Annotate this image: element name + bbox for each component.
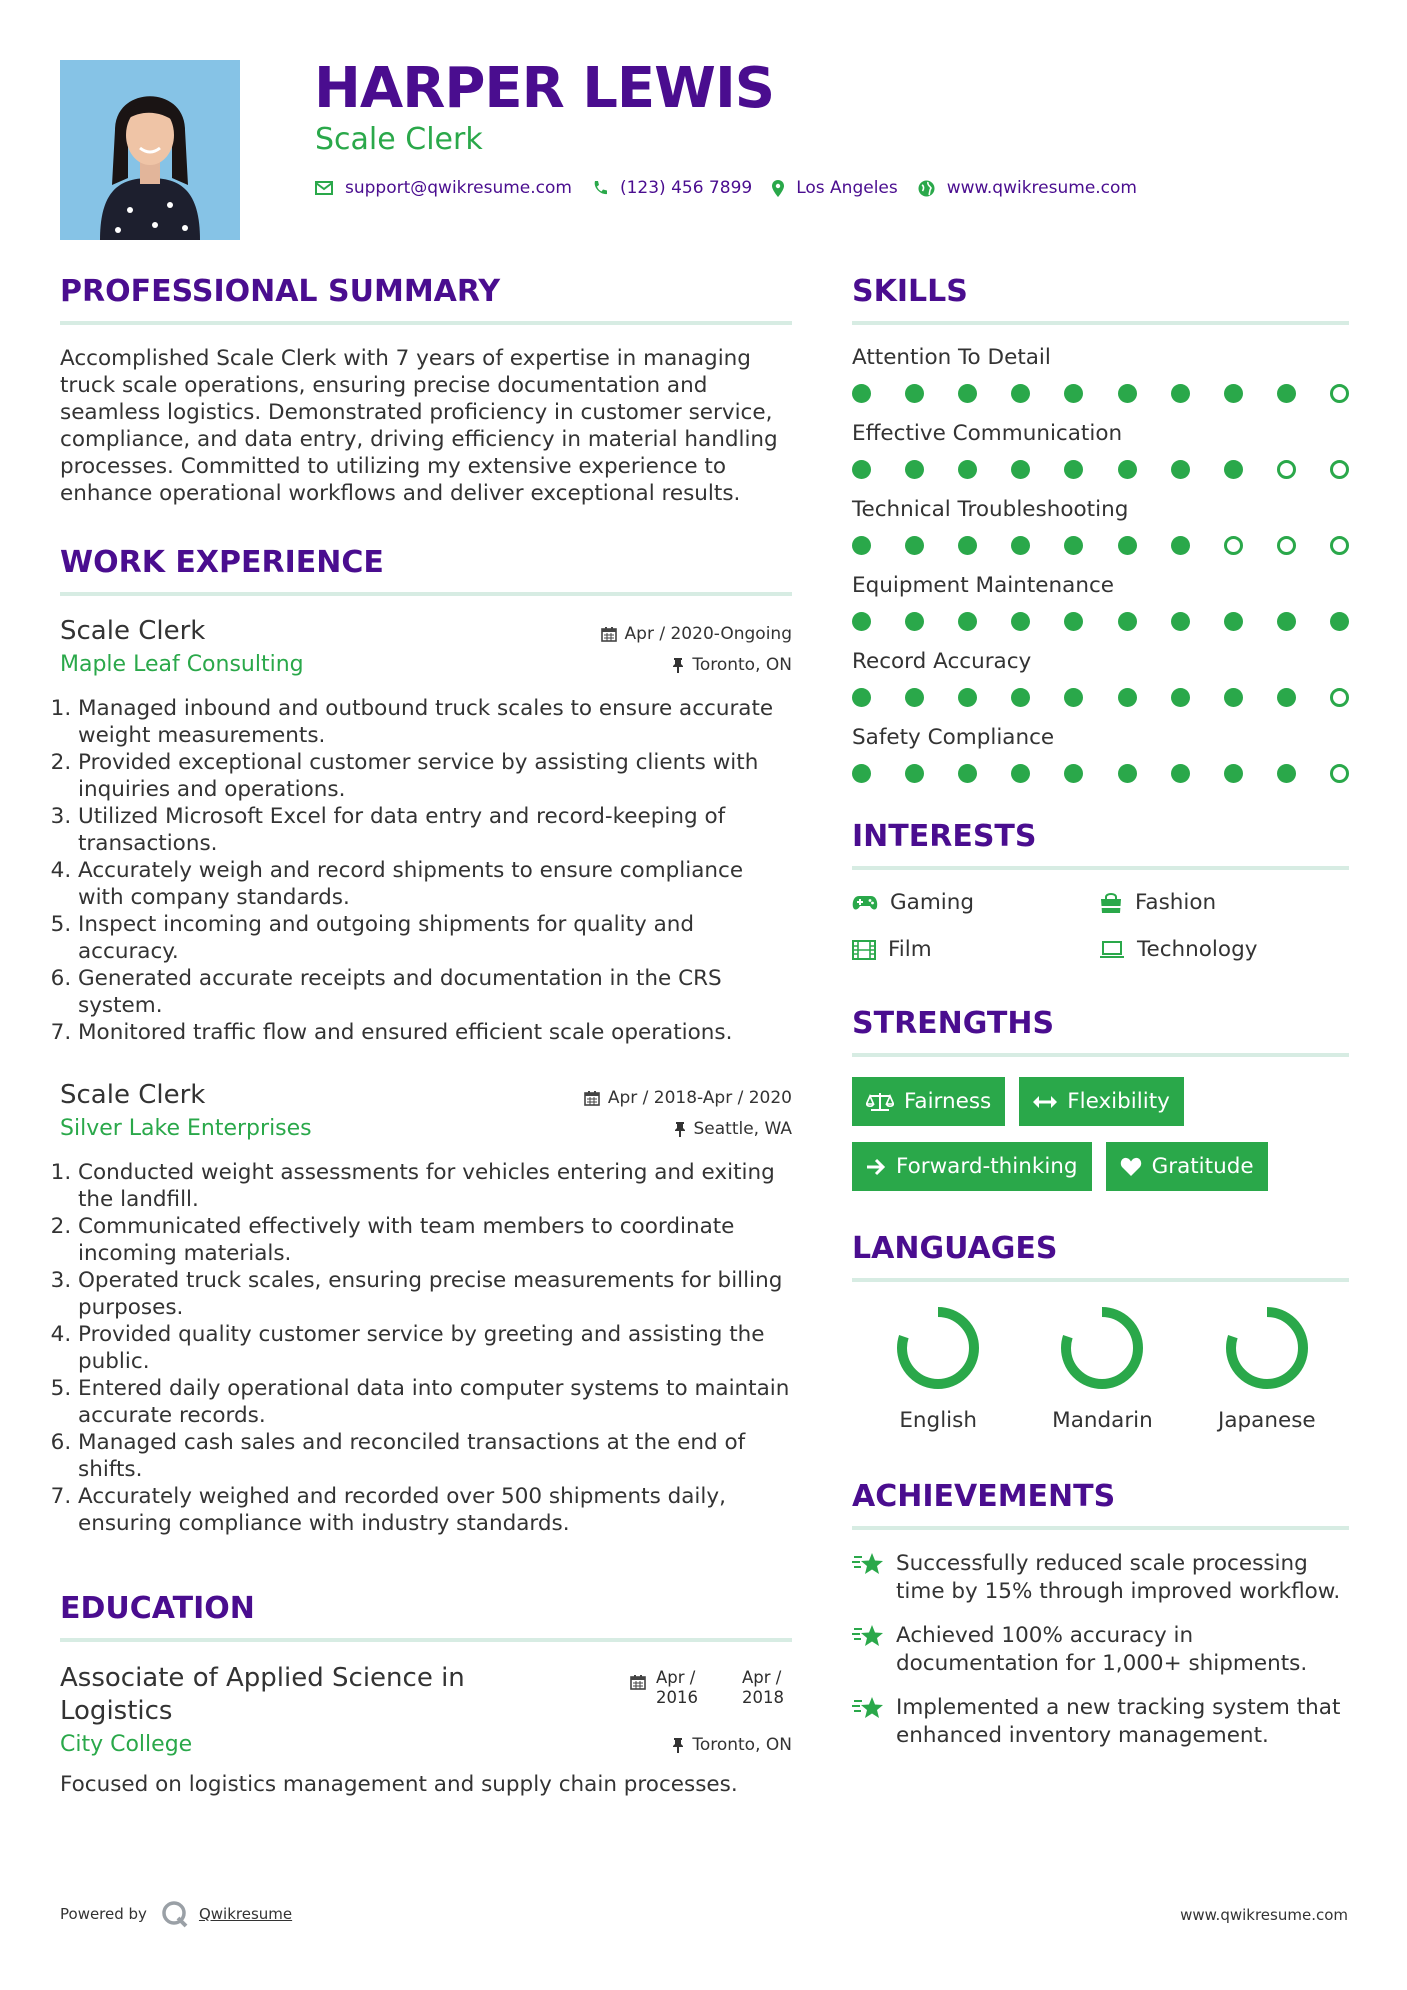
language-name: English bbox=[899, 1408, 977, 1433]
rating-dot-filled bbox=[1011, 612, 1030, 631]
list-item: 6. Managed cash sales and reconciled transactions at the end of shifts. bbox=[78, 1429, 792, 1483]
rating-dot-filled bbox=[1064, 764, 1083, 783]
rating-dot-empty bbox=[1330, 688, 1349, 707]
rating-dot-empty bbox=[1330, 536, 1349, 555]
skills-list bbox=[852, 345, 1349, 783]
skill-rating bbox=[852, 764, 1349, 783]
achievement-item: Successfully reduced scale processing time by 15% through improved workflow. bbox=[852, 1550, 1349, 1606]
list-item: 5. Entered daily operational data into computer systems to maintain accurate records. bbox=[78, 1375, 792, 1429]
shopping-bag-icon bbox=[1099, 892, 1123, 914]
rating-dot-filled bbox=[905, 612, 924, 631]
candidate-name: HARPER LEWIS bbox=[314, 56, 775, 121]
calendar-icon bbox=[601, 626, 617, 642]
rating-dot-filled bbox=[1277, 612, 1296, 631]
list-item: 3. Operated truck scales, ensuring precise measurements for billing purposes. bbox=[78, 1267, 792, 1321]
languages-section bbox=[852, 1231, 1349, 1433]
language-name: Japanese bbox=[1218, 1408, 1316, 1433]
languages-list bbox=[852, 1302, 1349, 1433]
star-badge-icon bbox=[852, 1552, 896, 1606]
rating-dot-filled bbox=[1224, 612, 1243, 631]
languages-heading: LANGUAGES bbox=[852, 1231, 1349, 1282]
rating-dot-filled bbox=[958, 764, 977, 783]
skill-item bbox=[852, 573, 1349, 631]
job-title: Scale Clerk bbox=[60, 1080, 206, 1110]
footer-website[interactable]: www.qwikresume.com bbox=[1180, 1906, 1348, 1924]
job-title: Scale Clerk bbox=[60, 616, 206, 646]
arrow-right-icon bbox=[866, 1158, 886, 1176]
footer-brand-link[interactable]: Qwikresume bbox=[198, 1905, 293, 1923]
rating-dot-empty bbox=[1277, 536, 1296, 555]
rating-dot-filled bbox=[1277, 764, 1296, 783]
rating-dot-empty bbox=[1330, 460, 1349, 479]
rating-dot-filled bbox=[905, 460, 924, 479]
rating-dot-filled bbox=[1277, 384, 1296, 403]
strength-badge: Fairness bbox=[852, 1077, 1005, 1126]
language-level-arc bbox=[902, 1312, 974, 1384]
gamepad-icon bbox=[852, 894, 878, 912]
star-badge-icon bbox=[852, 1624, 896, 1678]
skills-section bbox=[852, 274, 1349, 783]
degree-name: Associate of Applied Science in Logistics bbox=[60, 1663, 465, 1726]
rating-dot-filled bbox=[1064, 612, 1083, 631]
job-dates: Apr / 2018-Apr / 2020 bbox=[584, 1088, 792, 1108]
language-item bbox=[1020, 1302, 1184, 1433]
rating-dot-filled bbox=[1064, 688, 1083, 707]
list-item: 4. Provided quality customer service by greeting and assisting the public. bbox=[78, 1321, 792, 1375]
skill-item bbox=[852, 725, 1349, 783]
strength-badge: Forward-thinking bbox=[852, 1142, 1092, 1191]
rating-dot-filled bbox=[1171, 460, 1190, 479]
rating-dot-filled bbox=[1011, 460, 1030, 479]
language-name: Mandarin bbox=[1052, 1408, 1153, 1433]
summary-section bbox=[60, 274, 792, 507]
rating-dot-filled bbox=[1171, 612, 1190, 631]
rating-dot-filled bbox=[1224, 688, 1243, 707]
rating-dot-filled bbox=[905, 688, 924, 707]
strengths-heading: STRENGTHS bbox=[852, 1006, 1349, 1057]
rating-dot-filled bbox=[1118, 612, 1137, 631]
rating-dot-filled bbox=[905, 384, 924, 403]
summary-heading: PROFESSIONAL SUMMARY bbox=[60, 274, 792, 325]
rating-dot-filled bbox=[1118, 688, 1137, 707]
job-dates: Apr / 2020-Ongoing bbox=[601, 624, 792, 644]
pushpin-icon bbox=[672, 657, 684, 673]
rating-dot-filled bbox=[1011, 764, 1030, 783]
company-name: Maple Leaf Consulting bbox=[60, 652, 304, 677]
school-name: City College bbox=[60, 1732, 193, 1757]
job-location: Toronto, ON bbox=[672, 655, 792, 675]
rating-dot-filled bbox=[1118, 764, 1137, 783]
skill-rating bbox=[852, 612, 1349, 631]
rating-dot-filled bbox=[1064, 460, 1083, 479]
education-description: Focused on logistics management and supply chain processes. bbox=[60, 1772, 738, 1797]
skill-item bbox=[852, 421, 1349, 479]
achievements-section bbox=[852, 1479, 1349, 1750]
rating-dot-filled bbox=[852, 460, 871, 479]
skill-rating bbox=[852, 688, 1349, 707]
job-bullets bbox=[60, 695, 792, 1046]
experience-section bbox=[60, 545, 792, 1537]
skill-name: Effective Communication bbox=[852, 421, 1123, 446]
rating-dot-empty bbox=[1224, 536, 1243, 555]
rating-dot-empty bbox=[1330, 384, 1349, 403]
contact-location: Los Angeles bbox=[796, 178, 898, 198]
list-item: 1. Managed inbound and outbound truck scales to ensure accurate weight measurements. bbox=[78, 695, 792, 749]
list-item: 7. Accurately weighed and recorded over 500 shipments daily, ensuring compliance with industry standards. bbox=[78, 1483, 792, 1537]
rating-dot-filled bbox=[1277, 688, 1296, 707]
rating-dot-filled bbox=[1224, 384, 1243, 403]
job-bullets bbox=[60, 1159, 792, 1537]
language-level-arc bbox=[1066, 1312, 1138, 1384]
skill-item bbox=[852, 649, 1349, 707]
contact-email[interactable]: support@qwikresume.com bbox=[345, 178, 572, 198]
rating-dot-filled bbox=[1171, 536, 1190, 555]
rating-dot-empty bbox=[1330, 764, 1349, 783]
list-item: 7. Monitored traffic flow and ensured efficient scale operations. bbox=[78, 1019, 792, 1046]
heart-icon bbox=[1120, 1157, 1142, 1177]
list-item: 4. Accurately weigh and record shipments to ensure compliance with company standards. bbox=[78, 857, 792, 911]
list-item: 6. Generated accurate receipts and documentation in the CRS system. bbox=[78, 965, 792, 1019]
interests-heading: INTERESTS bbox=[852, 819, 1349, 870]
rating-dot-filled bbox=[852, 612, 871, 631]
skills-heading: SKILLS bbox=[852, 274, 1349, 325]
rating-dot-filled bbox=[852, 688, 871, 707]
candidate-title: Scale Clerk bbox=[315, 122, 483, 157]
calendar-icon bbox=[630, 1674, 646, 1690]
rating-dot-filled bbox=[958, 612, 977, 631]
list-item: 3. Utilized Microsoft Excel for data entry and record-keeping of transactions. bbox=[78, 803, 792, 857]
balance-scale-icon bbox=[866, 1091, 894, 1113]
job-entry bbox=[60, 616, 792, 1046]
rating-dot-filled bbox=[1064, 536, 1083, 555]
experience-heading: WORK EXPERIENCE bbox=[60, 545, 792, 596]
left-column bbox=[60, 274, 792, 1798]
rating-dot-filled bbox=[1224, 764, 1243, 783]
interests-section bbox=[852, 819, 1349, 962]
education-dates bbox=[630, 1668, 792, 1708]
interest-item: Gaming bbox=[852, 890, 1099, 915]
rating-dot-filled bbox=[1330, 612, 1349, 631]
arrows-horizontal-icon bbox=[1033, 1095, 1057, 1109]
rating-dot-filled bbox=[958, 536, 977, 555]
contact-phone[interactable]: (123) 456 7899 bbox=[619, 178, 753, 198]
education-location: Toronto, ON bbox=[672, 1735, 792, 1755]
rating-dot-filled bbox=[1171, 764, 1190, 783]
language-proficiency-ring bbox=[1056, 1302, 1148, 1394]
achievements-heading: ACHIEVEMENTS bbox=[852, 1479, 1349, 1530]
rating-dot-filled bbox=[1011, 384, 1030, 403]
rating-dot-filled bbox=[1118, 460, 1137, 479]
rating-dot-filled bbox=[852, 764, 871, 783]
achievement-item: Implemented a new tracking system that enhanced inventory management. bbox=[852, 1694, 1349, 1750]
rating-dot-filled bbox=[1011, 536, 1030, 555]
language-level-arc bbox=[1231, 1312, 1303, 1384]
rating-dot-filled bbox=[905, 764, 924, 783]
list-item: 2. Provided exceptional customer service by assisting clients with inquiries and operations. bbox=[78, 749, 792, 803]
rating-dot-filled bbox=[852, 536, 871, 555]
map-pin-icon bbox=[772, 180, 784, 197]
star-badge-icon bbox=[852, 1696, 896, 1750]
interest-item: Technology bbox=[1099, 937, 1349, 962]
language-item bbox=[856, 1302, 1020, 1433]
achievement-item: Achieved 100% accuracy in documentation for 1,000+ shipments. bbox=[852, 1622, 1349, 1678]
skill-name: Record Accuracy bbox=[852, 649, 1032, 674]
education-end: Apr / 2018 bbox=[742, 1668, 784, 1707]
language-proficiency-ring bbox=[892, 1302, 984, 1394]
education-start: Apr / 2016 bbox=[656, 1668, 698, 1707]
film-icon bbox=[852, 940, 876, 960]
rating-dot-filled bbox=[1224, 460, 1243, 479]
phone-icon bbox=[592, 180, 608, 196]
rating-dot-filled bbox=[852, 384, 871, 403]
rating-dot-filled bbox=[958, 688, 977, 707]
rating-dot-filled bbox=[1118, 384, 1137, 403]
interest-item: Film bbox=[852, 937, 1099, 962]
calendar-icon bbox=[584, 1090, 600, 1106]
footer-powered-by: Powered by Qwikresume bbox=[60, 1900, 292, 1928]
list-item: 5. Inspect incoming and outgoing shipments for quality and accuracy. bbox=[78, 911, 792, 965]
rating-dot-filled bbox=[1171, 384, 1190, 403]
contact-website[interactable]: www.qwikresume.com bbox=[946, 178, 1137, 198]
rating-dot-filled bbox=[1171, 688, 1190, 707]
interest-item: Fashion bbox=[1099, 890, 1349, 915]
skill-name: Equipment Maintenance bbox=[852, 573, 1114, 598]
skill-item bbox=[852, 345, 1349, 403]
right-column bbox=[852, 274, 1349, 1766]
rating-dot-filled bbox=[1118, 536, 1137, 555]
rating-dot-empty bbox=[1277, 460, 1296, 479]
rating-dot-filled bbox=[1064, 384, 1083, 403]
globe-icon bbox=[918, 180, 935, 197]
skill-item bbox=[852, 497, 1349, 555]
pushpin-icon bbox=[674, 1121, 686, 1137]
laptop-icon bbox=[1099, 941, 1125, 959]
company-name: Silver Lake Enterprises bbox=[60, 1116, 312, 1141]
qwikresume-logo-icon bbox=[161, 1900, 189, 1928]
profile-photo bbox=[60, 60, 240, 240]
job-entry bbox=[60, 1080, 792, 1537]
rating-dot-filled bbox=[1011, 688, 1030, 707]
skill-name: Technical Troubleshooting bbox=[852, 497, 1129, 522]
skill-rating bbox=[852, 384, 1349, 403]
strengths-section bbox=[852, 1006, 1349, 1191]
skill-name: Safety Compliance bbox=[852, 725, 1055, 750]
list-item: 2. Communicated effectively with team members to coordinate incoming materials. bbox=[78, 1213, 792, 1267]
summary-text: Accomplished Scale Clerk with 7 years of expertise in managing truck scale operations, ensuring precise documentation and seamless logistics. Demonstrated proficiency in customer service, compliance, and data entry, driving efficiency in material handling processes. Committed to utilizing my extensive experience to enhance operational workflows and deliver exceptional results. bbox=[60, 346, 778, 506]
skill-rating bbox=[852, 536, 1349, 555]
strength-badge: Gratitude bbox=[1106, 1142, 1268, 1191]
contact-bar bbox=[315, 178, 1157, 198]
skill-name: Attention To Detail bbox=[852, 345, 1051, 370]
education-section bbox=[60, 1591, 792, 1798]
rating-dot-filled bbox=[905, 536, 924, 555]
strength-badge: Flexibility bbox=[1019, 1077, 1184, 1126]
rating-dot-filled bbox=[958, 460, 977, 479]
strengths-list bbox=[852, 1077, 1272, 1191]
list-item: 1. Conducted weight assessments for vehicles entering and exiting the landfill. bbox=[78, 1159, 792, 1213]
rating-dot-filled bbox=[958, 384, 977, 403]
skill-rating bbox=[852, 460, 1349, 479]
envelope-icon bbox=[315, 181, 333, 195]
education-heading: EDUCATION bbox=[60, 1591, 792, 1642]
pushpin-icon bbox=[672, 1737, 684, 1753]
job-location: Seattle, WA bbox=[674, 1119, 793, 1139]
language-proficiency-ring bbox=[1221, 1302, 1313, 1394]
interests-list bbox=[852, 890, 1349, 962]
language-item bbox=[1185, 1302, 1349, 1433]
